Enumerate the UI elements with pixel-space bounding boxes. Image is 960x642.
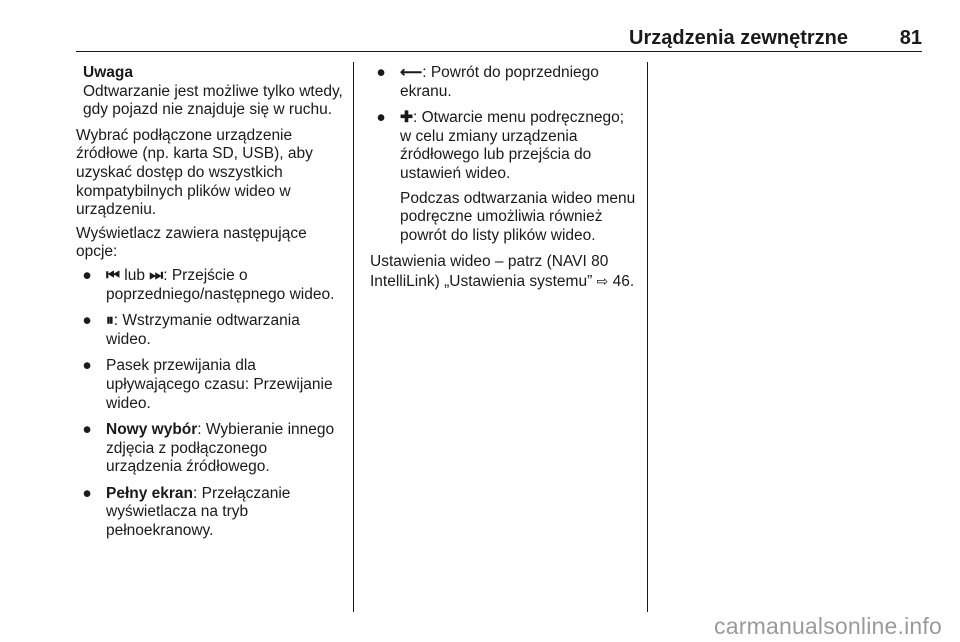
list-item (76, 267, 344, 304)
skip-previous-icon: ⏮ (106, 266, 120, 284)
note-title: Uwaga (83, 64, 133, 81)
list-item (76, 312, 344, 349)
paragraph-select-source: Wybrać podłączone urządzenie źródłowe (np. karta SD, USB), aby uzyskać dostęp do wszystkich kompatybilnych plików wideo w urządzeniu. (76, 126, 313, 219)
column-divider-2 (647, 62, 648, 612)
term-full-screen: Pełny ekran (106, 484, 194, 502)
bullet-dot: ● (82, 266, 92, 284)
bullet-dot: ● (82, 484, 92, 502)
list-item-text: : Przełączanie wyświetlacza na tryb pełnoekranowy. (106, 484, 291, 540)
bullet-dot: ● (376, 109, 386, 127)
page-reference-number: 46. (608, 272, 635, 290)
watermark: carmanualsonline.info (714, 613, 942, 639)
term-new-selection: Nowy wybór (106, 421, 198, 439)
page-header (76, 26, 922, 50)
video-settings-text: Ustawienia wideo – patrz (NAVI 80 IntelliLink) „Ustawienia systemu” (370, 253, 609, 290)
list-item-text: Pasek przewijania dla upływającego czasu: Przewijanie wideo. (106, 357, 333, 412)
list-item (76, 421, 344, 477)
note-box (76, 64, 344, 120)
list-item (76, 357, 344, 413)
list-item (370, 64, 638, 101)
bullet-dot: ● (376, 64, 386, 81)
list-item-text: : Wstrzymanie odtwarzania wideo. (106, 312, 300, 348)
text-column-1 (76, 64, 344, 549)
list-item-text: : Przejście o poprzedniego/następnego wideo. (106, 266, 335, 303)
text-column-2 (370, 64, 638, 297)
pause-icon: ⏸ (106, 312, 114, 330)
page-reference-icon: ⇨ (596, 272, 609, 289)
note-text: Odtwarzanie jest możliwe tylko wtedy, gdy pojazd nie znajduje się w ruchu. (83, 82, 343, 119)
list-item (370, 109, 638, 245)
column-divider-1 (353, 62, 354, 612)
skip-next-icon: ⏭ (149, 266, 164, 284)
page-number: 81 (899, 27, 922, 49)
list-item (76, 485, 344, 541)
list-item-subtext: Podczas odtwarzania wideo menu podręczne umożliwia również powrót do listy plików wideo. (400, 189, 636, 244)
options-list (76, 267, 344, 541)
header-divider (76, 51, 922, 52)
paragraph-video-settings (370, 253, 638, 291)
list-item-text: : Wybieranie innego zdjęcia z podłączonego urządzenia źródłowego. (106, 421, 335, 476)
list-item-text: : Powrót do poprzedniego ekranu. (400, 64, 599, 100)
section-title: Urządzenia zewnętrzne (629, 27, 848, 49)
plus-icon: ✚ (400, 109, 413, 127)
bullet-dot: ● (82, 357, 92, 375)
back-arrow-icon: ⟵ (400, 64, 423, 81)
bullet-dot: ● (82, 312, 92, 330)
list-item-joiner: lub (119, 266, 150, 284)
paragraph-display-options: Wyświetlacz zawiera następujące opcje: (76, 224, 307, 261)
options-list-continued (370, 64, 638, 245)
list-item-text: : Otwarcie menu podręcznego; w celu zmiany urządzenia źródłowego lub przejścia do ustawień wideo. (400, 109, 625, 182)
bullet-dot: ● (82, 421, 92, 439)
